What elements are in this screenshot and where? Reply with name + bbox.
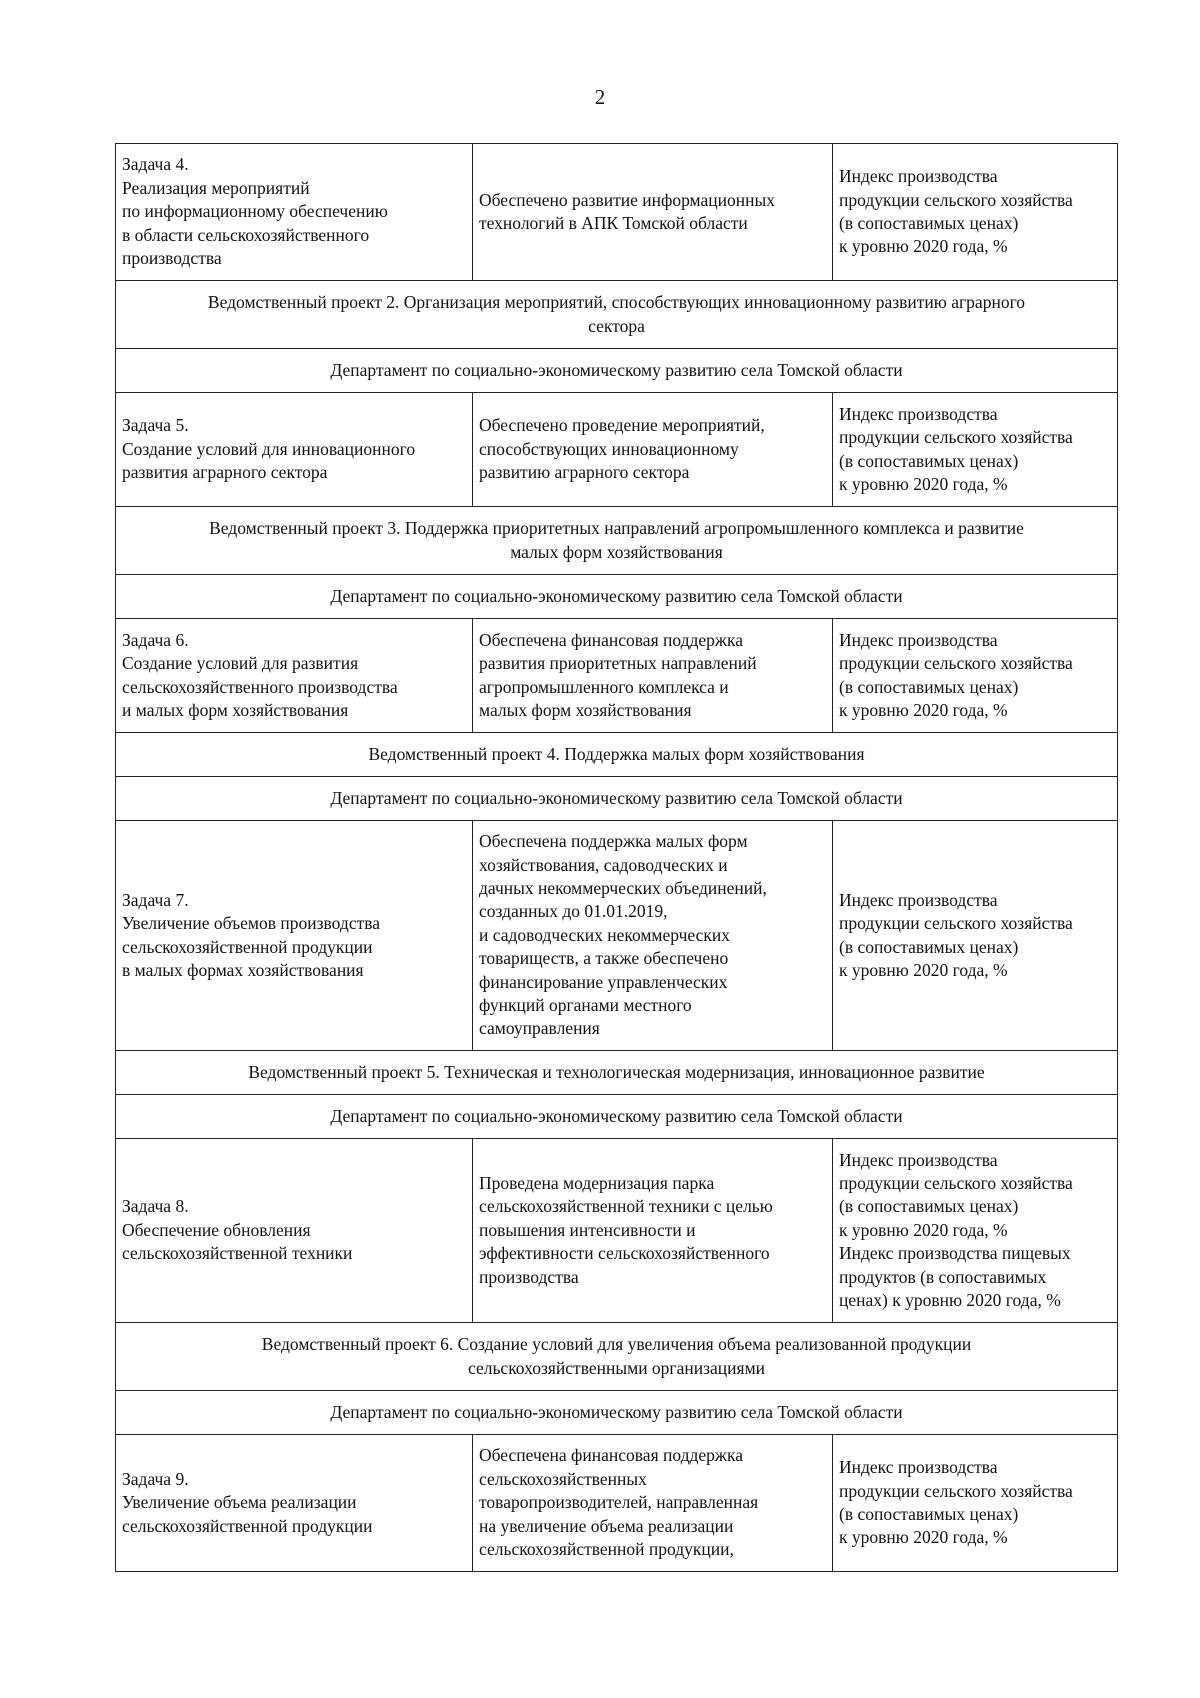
task-cell-line: Задача 6. (122, 629, 189, 650)
result-cell-line: повышения интенсивности и (479, 1219, 696, 1240)
task-row (116, 619, 1118, 733)
result-cell (473, 1435, 833, 1572)
task-cell-line: производства (122, 248, 222, 269)
task-cell-line: в малых формах хозяйствования (122, 959, 364, 980)
section-row (116, 281, 1118, 349)
section-cell (116, 349, 1118, 393)
section-cell (116, 733, 1118, 777)
result-cell-line: Обеспечено развитие информационных (479, 189, 775, 210)
section-cell-line: сельскохозяйственными организациями (467, 1357, 766, 1378)
section-row (116, 1095, 1118, 1139)
indicator-cell-line: продукции сельского хозяйства (839, 913, 1073, 934)
task-cell-line: по информационному обеспечению (122, 201, 388, 222)
section-cell-line: малых форм хозяйствования (510, 541, 723, 562)
result-cell-line: финансирование управленческих (479, 971, 728, 992)
result-cell-line: функций органами местного (479, 995, 692, 1016)
indicator-cell-line: к уровню 2020 года, % (839, 1527, 1008, 1548)
task-cell-line: Увеличение объема реализации (122, 1492, 357, 1513)
indicator-cell-line: Индекс производства (839, 1149, 998, 1170)
result-cell-line: Обеспечена финансовая поддержка (479, 1445, 744, 1466)
indicator-cell (833, 1139, 1118, 1323)
indicator-cell-line: Индекс производства пищевых (839, 1243, 1071, 1264)
indicator-cell-line: к уровню 2020 года, % (839, 236, 1008, 257)
section-cell-line: Ведомственный проект 4. Поддержка малых форм хозяйствования (368, 743, 865, 764)
indicator-cell-line: к уровню 2020 года, % (839, 959, 1008, 980)
indicator-cell-line: Индекс производства (839, 629, 998, 650)
task-cell-line: развития аграрного сектора (122, 462, 328, 483)
task-cell-line: Создание условий для развития (122, 653, 359, 674)
indicator-cell-line: к уровню 2020 года, % (839, 1219, 1008, 1240)
section-cell (116, 1095, 1118, 1139)
task-cell-line: в области сельскохозяйственного (122, 224, 370, 245)
section-cell-line: Ведомственный проект 2. Организация мероприятий, способствующих инновационному развитию аграрного (207, 292, 1026, 313)
section-row (116, 575, 1118, 619)
task-cell-line: сельскохозяйственного производства (122, 676, 398, 697)
task-cell (116, 619, 473, 733)
result-cell-line: дачных некоммерческих объединений, (479, 877, 767, 898)
task-cell-line: Создание условий для инновационного (122, 438, 416, 459)
task-cell-line: Задача 7. (122, 889, 189, 910)
result-cell-line: Обеспечено проведение мероприятий, (479, 415, 765, 436)
section-cell-line: сектора (588, 315, 645, 336)
indicator-cell (833, 619, 1118, 733)
result-cell-line: эффективности сельскохозяйственного (479, 1243, 770, 1264)
section-cell-line: Департамент по социально-экономическому развитию села Томской области (330, 787, 903, 808)
result-cell-line: малых форм хозяйствования (479, 699, 692, 720)
indicator-cell-line: продуктов (в сопоставимых (839, 1266, 1047, 1287)
result-cell-line: Проведена модернизация парка (479, 1172, 715, 1193)
section-row (116, 349, 1118, 393)
section-row (116, 507, 1118, 575)
indicator-cell (833, 1435, 1118, 1572)
task-row (116, 144, 1118, 281)
section-cell (116, 1051, 1118, 1095)
task-cell (116, 1435, 473, 1572)
section-cell (116, 1391, 1118, 1435)
task-cell-line: сельскохозяйственной продукции (122, 936, 373, 957)
task-cell-line: Задача 8. (122, 1196, 189, 1217)
task-row (116, 821, 1118, 1051)
section-row (116, 1051, 1118, 1095)
result-cell-line: технологий в АПК Томской области (479, 213, 748, 233)
task-cell (116, 821, 473, 1051)
indicator-cell-line: к уровню 2020 года, % (839, 699, 1008, 720)
result-cell (473, 393, 833, 507)
task-cell-line: Обеспечение обновления (122, 1219, 311, 1240)
indicator-cell-line: (в сопоставимых ценах) (839, 450, 1019, 471)
result-cell-line: хозяйствования, садоводческих и (479, 854, 728, 875)
section-cell-line: Ведомственный проект 6. Создание условий для увеличения объема реализованной продукции (261, 1334, 972, 1355)
indicator-cell-line: Индекс производства (839, 1457, 998, 1478)
table-body (116, 144, 1118, 1572)
task-row (116, 1435, 1118, 1572)
section-cell (116, 777, 1118, 821)
result-cell-line: способствующих инновационному (479, 438, 739, 459)
result-cell-line: сельскохозяйственной продукции, (479, 1539, 734, 1560)
result-cell-line: развития приоритетных направлений (479, 653, 757, 674)
task-row (116, 1139, 1118, 1323)
task-cell-line: Увеличение объемов производства (122, 913, 381, 934)
indicator-cell-line: (в сопоставимых ценах) (839, 1196, 1019, 1217)
page-number: 2 (594, 85, 606, 109)
result-cell-line: созданных до 01.01.2019, (479, 901, 668, 922)
indicator-cell-line: продукции сельского хозяйства (839, 1172, 1073, 1193)
indicator-cell-line: (в сопоставимых ценах) (839, 213, 1019, 233)
indicator-cell-line: Индекс производства (839, 889, 998, 910)
task-cell (116, 393, 473, 507)
task-cell-line: сельскохозяйственной техники (122, 1243, 353, 1264)
section-cell (116, 1323, 1118, 1391)
section-row (116, 1391, 1118, 1435)
result-cell-line: Обеспечена поддержка малых форм (479, 831, 748, 852)
indicator-cell-line: продукции сельского хозяйства (839, 427, 1073, 448)
section-cell-line: Департамент по социально-экономическому развитию села Томской области (330, 359, 903, 380)
task-row (116, 393, 1118, 507)
indicator-cell-line: (в сопоставимых ценах) (839, 1504, 1019, 1524)
task-cell (116, 1139, 473, 1323)
indicator-cell-line: Индекс производства (839, 166, 998, 187)
section-row (116, 733, 1118, 777)
result-cell-line: производства (479, 1266, 579, 1287)
result-cell (473, 144, 833, 281)
section-cell (116, 507, 1118, 575)
indicator-cell-line: продукции сельского хозяйства (839, 189, 1073, 210)
task-cell (116, 144, 473, 281)
result-cell-line: товаропроизводителей, направленная (479, 1492, 759, 1513)
result-cell-line: самоуправления (479, 1018, 600, 1039)
task-cell-line: и малых форм хозяйствования (122, 699, 349, 720)
section-cell-line: Ведомственный проект 3. Поддержка приоритетных направлений агропромышленного комплекса и развитие (209, 518, 1024, 539)
result-cell-line: сельскохозяйственных (479, 1468, 647, 1489)
task-cell-line: Задача 9. (122, 1468, 189, 1489)
result-cell-line: на увеличение объема реализации (479, 1515, 734, 1536)
section-row (116, 777, 1118, 821)
result-cell-line: развитию аграрного сектора (479, 462, 690, 483)
result-cell (473, 1139, 833, 1323)
indicator-cell-line: Индекс производства (839, 403, 998, 424)
result-cell-line: товариществ, а также обеспечено (479, 948, 729, 969)
result-cell-line: Обеспечена финансовая поддержка (479, 629, 744, 650)
program-structure-table (115, 143, 1118, 1572)
section-cell (116, 575, 1118, 619)
indicator-cell-line: ценах) к уровню 2020 года, % (839, 1290, 1061, 1311)
result-cell-line: и садоводческих некоммерческих (479, 924, 730, 945)
section-cell-line: Департамент по социально-экономическому развитию села Томской области (330, 1105, 903, 1126)
section-row (116, 1323, 1118, 1391)
task-cell-line: сельскохозяйственной продукции (122, 1515, 373, 1536)
section-cell-line: Департамент по социально-экономическому развитию села Томской области (330, 585, 903, 606)
section-cell-line: Ведомственный проект 5. Техническая и технологическая модернизация, инновационное развитие (248, 1061, 985, 1082)
section-cell (116, 281, 1118, 349)
task-cell-line: Реализация мероприятий (122, 177, 310, 198)
result-cell-line: сельскохозяйственной техники с целью (479, 1196, 773, 1217)
section-cell-line: Департамент по социально-экономическому развитию села Томской области (330, 1401, 903, 1422)
indicator-cell (833, 821, 1118, 1051)
indicator-cell-line: (в сопоставимых ценах) (839, 676, 1019, 697)
indicator-cell-line: продукции сельского хозяйства (839, 1480, 1073, 1501)
indicator-cell-line: (в сопоставимых ценах) (839, 936, 1019, 957)
result-cell-line: агропромышленного комплекса и (479, 676, 729, 697)
indicator-cell-line: продукции сельского хозяйства (839, 653, 1073, 674)
result-cell (473, 619, 833, 733)
indicator-cell-line: к уровню 2020 года, % (839, 473, 1008, 494)
indicator-cell (833, 393, 1118, 507)
result-cell (473, 821, 833, 1051)
indicator-cell (833, 144, 1118, 281)
task-cell-line: Задача 4. (122, 154, 189, 175)
task-cell-line: Задача 5. (122, 415, 189, 436)
